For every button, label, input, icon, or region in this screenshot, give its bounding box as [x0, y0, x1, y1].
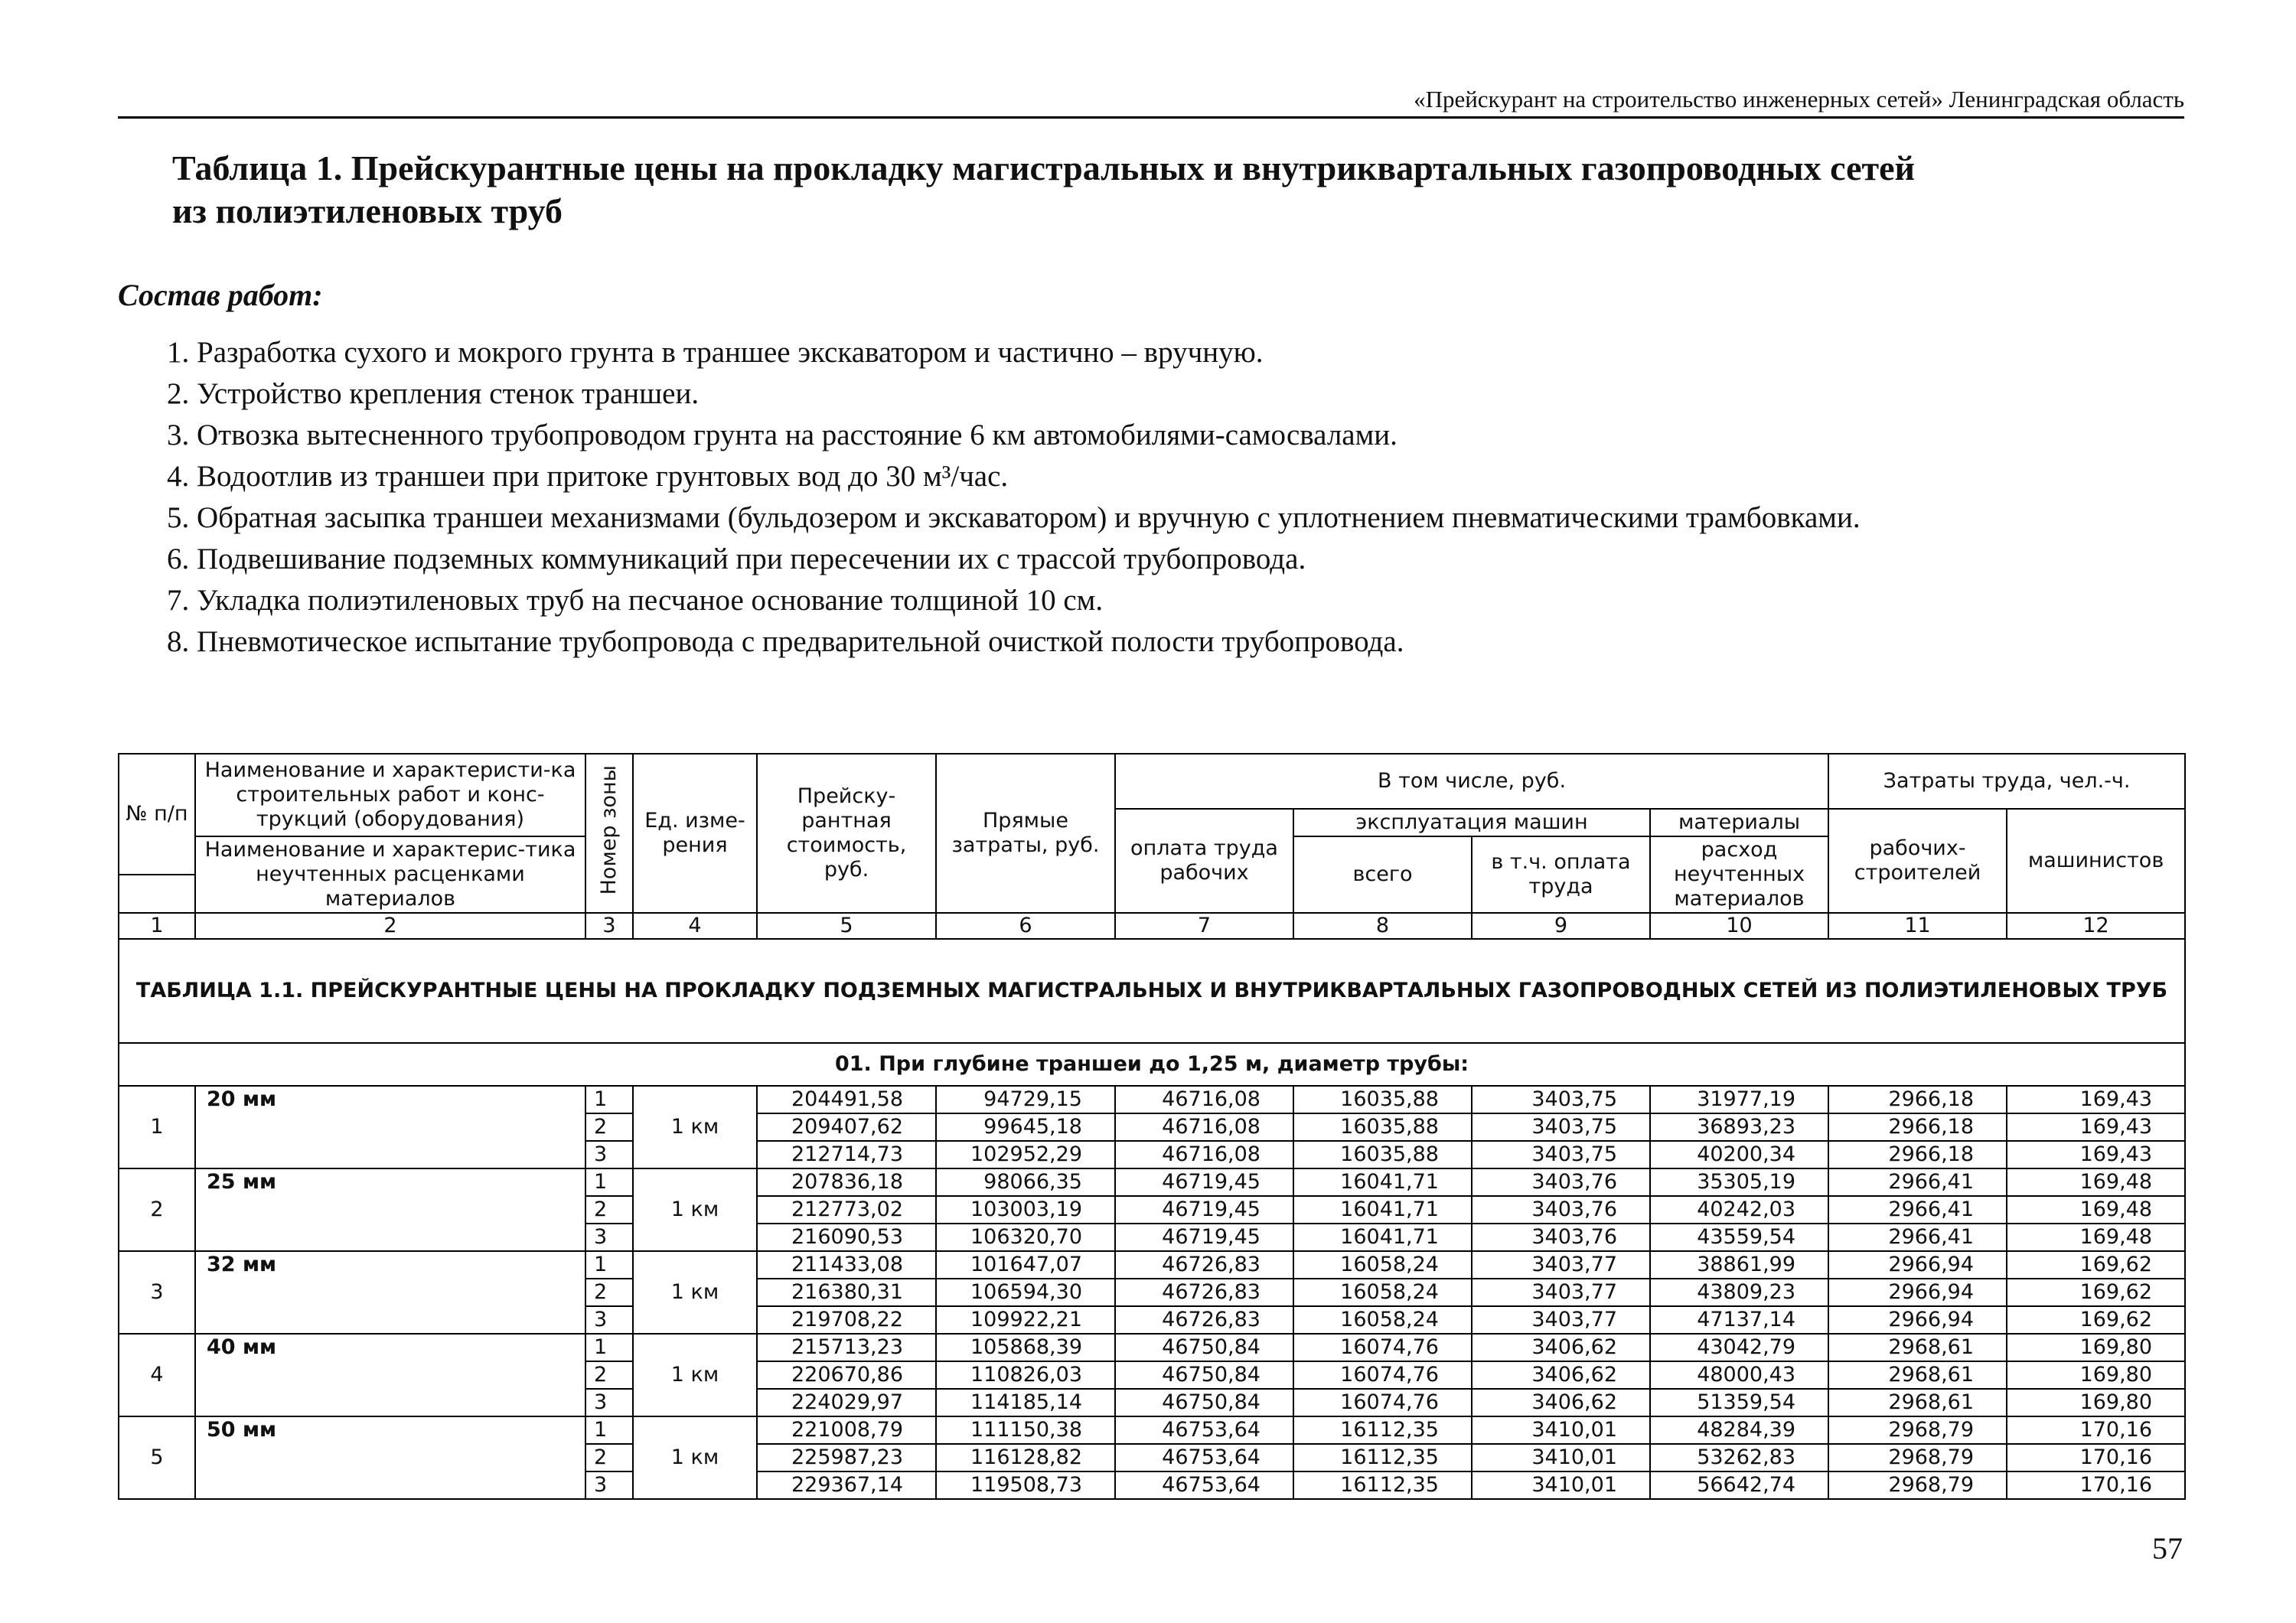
value-labor: 46750,84: [1115, 1361, 1293, 1389]
value-price: 211433,08: [757, 1251, 936, 1279]
value-labor: 46716,08: [1115, 1113, 1293, 1141]
value-materials: 47137,14: [1650, 1306, 1828, 1334]
unit-cell: 1 км: [633, 1334, 757, 1416]
value-materials: 53262,83: [1650, 1444, 1828, 1471]
value-materials: 40200,34: [1650, 1141, 1828, 1168]
unit-cell: 1 км: [633, 1168, 757, 1251]
value-machine: 16058,24: [1293, 1251, 1472, 1279]
value-labor: 46726,83: [1115, 1251, 1293, 1279]
table-row: [119, 1334, 2185, 1361]
header-zone-label: Номер зоны: [597, 765, 621, 895]
column-number: 10: [1650, 913, 1828, 939]
value-workers: 2966,94: [1828, 1306, 2007, 1334]
value-direct: 111150,38: [936, 1416, 1115, 1444]
value-workers: 2966,41: [1828, 1168, 2007, 1196]
zone-cell: 2: [585, 1196, 633, 1224]
work-list-item: 3. Отвозка вытесненного трубопроводом грунта на расстояние 6 км автомобилями-самосвалами.: [167, 419, 1397, 451]
value-materials: 40242,03: [1650, 1196, 1828, 1224]
value-materials: 51359,54: [1650, 1389, 1828, 1416]
value-direct: 110826,03: [936, 1361, 1115, 1389]
value-direct: 116128,82: [936, 1444, 1115, 1471]
value-machine: 16074,76: [1293, 1361, 1472, 1389]
value-operators: 169,80: [2007, 1334, 2185, 1361]
work-list-item: 5. Обратная засыпка траншеи механизмами (бульдозером и экскаватором) и вручную с уплотнением пневматическими трамбовками.: [167, 501, 1861, 534]
table-row: [119, 1251, 2185, 1279]
value-price: 224029,97: [757, 1389, 936, 1416]
value-machine-labor: 3403,77: [1472, 1306, 1650, 1334]
value-direct: 106320,70: [936, 1224, 1115, 1251]
value-operators: 169,80: [2007, 1389, 2185, 1416]
column-number: 1: [119, 913, 195, 939]
header-including: В том числе, руб.: [1115, 754, 1828, 809]
header-zone: [585, 754, 633, 913]
page-title: [172, 147, 2162, 233]
value-price: 225987,23: [757, 1444, 936, 1471]
item-name: 32 мм: [195, 1251, 585, 1334]
value-machine: 16058,24: [1293, 1306, 1472, 1334]
value-labor: 46719,45: [1115, 1224, 1293, 1251]
header-operators: машинистов: [2007, 809, 2185, 913]
value-materials: 43042,79: [1650, 1334, 1828, 1361]
item-name: 25 мм: [195, 1168, 585, 1251]
value-labor: 46726,83: [1115, 1306, 1293, 1334]
unit-cell: 1 км: [633, 1251, 757, 1334]
value-machine: 16035,88: [1293, 1141, 1472, 1168]
zone-cell: 3: [585, 1224, 633, 1251]
value-price: 219708,22: [757, 1306, 936, 1334]
value-machine-labor: 3403,77: [1472, 1279, 1650, 1306]
header-workers: рабочих-строителей: [1828, 809, 2007, 913]
value-materials: 56642,74: [1650, 1471, 1828, 1499]
row-number: 2: [119, 1168, 195, 1251]
value-machine: 16058,24: [1293, 1279, 1472, 1306]
value-direct: 102952,29: [936, 1141, 1115, 1168]
value-workers: 2968,61: [1828, 1389, 2007, 1416]
value-machine-labor: 3403,75: [1472, 1141, 1650, 1168]
value-workers: 2968,79: [1828, 1444, 2007, 1471]
row-number: 3: [119, 1251, 195, 1334]
value-workers: 2966,18: [1828, 1086, 2007, 1113]
value-price: 204491,58: [757, 1086, 936, 1113]
value-direct: 103003,19: [936, 1196, 1115, 1224]
value-direct: 99645,18: [936, 1113, 1115, 1141]
header-machine-op: эксплуатация машин: [1293, 809, 1650, 836]
column-number: 3: [585, 913, 633, 939]
value-machine-labor: 3403,75: [1472, 1113, 1650, 1141]
value-machine: 16035,88: [1293, 1113, 1472, 1141]
value-workers: 2966,94: [1828, 1279, 2007, 1306]
price-table: [118, 753, 2186, 1500]
value-direct: 101647,07: [936, 1251, 1115, 1279]
column-number: 2: [195, 913, 585, 939]
header-labor-pay: оплата труда рабочих: [1115, 809, 1293, 913]
work-list-item: 4. Водоотлив из траншеи при притоке грунтовых вод до 30 м³/час.: [167, 460, 1009, 493]
value-workers: 2968,79: [1828, 1416, 2007, 1444]
header-num-spacer: [119, 875, 195, 913]
value-workers: 2966,41: [1828, 1196, 2007, 1224]
zone-cell: 2: [585, 1444, 633, 1471]
work-list-item: 6. Подвешивание подземных коммуникаций при пересечении их с трассой трубопровода.: [167, 543, 1306, 575]
value-direct: 94729,15: [936, 1086, 1115, 1113]
value-operators: 170,16: [2007, 1471, 2185, 1499]
table-body: [119, 1086, 2185, 1499]
value-workers: 2968,61: [1828, 1334, 2007, 1361]
table-row: [119, 1168, 2185, 1196]
header-name: Наименование и характеристи-ка строительных работ и конс-трукций (оборудования): [195, 754, 585, 836]
composition-heading: Состав работ:: [118, 278, 323, 312]
value-machine-labor: 3403,76: [1472, 1168, 1650, 1196]
value-price: 212714,73: [757, 1141, 936, 1168]
zone-cell: 1: [585, 1086, 633, 1113]
zone-cell: 2: [585, 1361, 633, 1389]
value-price: 212773,02: [757, 1196, 936, 1224]
column-number: 9: [1472, 913, 1650, 939]
value-machine-labor: 3403,75: [1472, 1086, 1650, 1113]
value-machine-labor: 3406,62: [1472, 1389, 1650, 1416]
value-materials: 36893,23: [1650, 1113, 1828, 1141]
value-labor: 46753,64: [1115, 1444, 1293, 1471]
unit-cell: 1 км: [633, 1416, 757, 1499]
running-header: «Прейскурант на строительство инженерных сетей» Ленинградская область: [1414, 86, 2184, 112]
zone-cell: 1: [585, 1416, 633, 1444]
table-row: [119, 1416, 2185, 1444]
value-machine: 16112,35: [1293, 1416, 1472, 1444]
zone-cell: 3: [585, 1471, 633, 1499]
value-workers: 2968,79: [1828, 1471, 2007, 1499]
row-number: 5: [119, 1416, 195, 1499]
value-operators: 169,62: [2007, 1306, 2185, 1334]
zone-cell: 1: [585, 1251, 633, 1279]
value-labor: 46753,64: [1115, 1471, 1293, 1499]
work-list-item: 7. Укладка полиэтиленовых труб на песчаное основание толщиной 10 см.: [167, 584, 1104, 617]
value-labor: 46750,84: [1115, 1389, 1293, 1416]
header-price: Прейску-рантная стоимость, руб.: [757, 754, 936, 913]
zone-cell: 2: [585, 1113, 633, 1141]
value-operators: 169,62: [2007, 1251, 2185, 1279]
table-row: [119, 1086, 2185, 1113]
value-machine: 16074,76: [1293, 1389, 1472, 1416]
value-materials: 31977,19: [1650, 1086, 1828, 1113]
column-number: 12: [2007, 913, 2185, 939]
unit-cell: 1 км: [633, 1086, 757, 1168]
header-materials: материалы: [1650, 809, 1828, 836]
value-labor: 46753,64: [1115, 1416, 1293, 1444]
value-labor: 46716,08: [1115, 1141, 1293, 1168]
value-machine-labor: 3410,01: [1472, 1471, 1650, 1499]
section-title: ТАБЛИЦА 1.1. ПРЕЙСКУРАНТНЫЕ ЦЕНЫ НА ПРОКЛАДКУ ПОДЗЕМНЫХ МАГИСТРАЛЬНЫХ И ВНУТРИКВАРТАЛЬНЫХ ГАЗОПРОВОДНЫХ СЕТЕЙ ИЗ ПОЛИЭТИЛЕНОВЫХ ТРУБ: [119, 939, 2185, 1043]
header-name-sub: Наименование и характерис-тика неучтенных расценками материалов: [195, 836, 585, 913]
zone-cell: 3: [585, 1306, 633, 1334]
column-number-row: [119, 913, 2185, 939]
value-price: 216380,31: [757, 1279, 936, 1306]
column-number: 5: [757, 913, 936, 939]
column-number: 7: [1115, 913, 1293, 939]
value-operators: 170,16: [2007, 1444, 2185, 1471]
value-direct: 109922,21: [936, 1306, 1115, 1334]
row-number: 1: [119, 1086, 195, 1168]
depth-title: 01. При глубине траншеи до 1,25 м, диаметр трубы:: [119, 1043, 2185, 1086]
value-direct: 98066,35: [936, 1168, 1115, 1196]
value-machine: 16074,76: [1293, 1334, 1472, 1361]
value-machine: 16112,35: [1293, 1444, 1472, 1471]
value-operators: 169,43: [2007, 1141, 2185, 1168]
value-machine-labor: 3406,62: [1472, 1334, 1650, 1361]
zone-cell: 2: [585, 1279, 633, 1306]
value-price: 229367,14: [757, 1471, 936, 1499]
value-labor: 46719,45: [1115, 1168, 1293, 1196]
header-machine-labor: в т.ч. оплата труда: [1472, 836, 1650, 913]
value-materials: 48000,43: [1650, 1361, 1828, 1389]
value-machine: 16041,71: [1293, 1196, 1472, 1224]
column-number: 6: [936, 913, 1115, 939]
header-num: № п/п: [119, 754, 195, 875]
row-number: 4: [119, 1334, 195, 1416]
header-labor-costs: Затраты труда, чел.-ч.: [1828, 754, 2185, 809]
value-price: 220670,86: [757, 1361, 936, 1389]
value-price: 221008,79: [757, 1416, 936, 1444]
value-workers: 2968,61: [1828, 1361, 2007, 1389]
header-materials-sub: расход неучтенных материалов: [1650, 836, 1828, 913]
zone-cell: 3: [585, 1389, 633, 1416]
item-name: 50 мм: [195, 1416, 585, 1499]
zone-cell: 1: [585, 1168, 633, 1196]
value-machine: 16041,71: [1293, 1168, 1472, 1196]
value-direct: 114185,14: [936, 1389, 1115, 1416]
value-operators: 169,48: [2007, 1224, 2185, 1251]
item-name: 40 мм: [195, 1334, 585, 1416]
value-materials: 48284,39: [1650, 1416, 1828, 1444]
value-machine: 16112,35: [1293, 1471, 1472, 1499]
zone-cell: 1: [585, 1334, 633, 1361]
value-labor: 46716,08: [1115, 1086, 1293, 1113]
work-list-item: 8. Пневмотическое испытание трубопровода с предварительной очисткой полости трубопровода.: [167, 625, 1404, 658]
value-labor: 46726,83: [1115, 1279, 1293, 1306]
work-list: [167, 332, 1861, 663]
value-direct: 119508,73: [936, 1471, 1115, 1499]
value-price: 215713,23: [757, 1334, 936, 1361]
table-header: [119, 754, 2185, 1086]
value-materials: 35305,19: [1650, 1168, 1828, 1196]
column-number: 11: [1828, 913, 2007, 939]
value-machine: 16041,71: [1293, 1224, 1472, 1251]
value-machine-labor: 3403,77: [1472, 1251, 1650, 1279]
column-number: 4: [633, 913, 757, 939]
value-workers: 2966,18: [1828, 1141, 2007, 1168]
value-materials: 43809,23: [1650, 1279, 1828, 1306]
value-workers: 2966,94: [1828, 1251, 2007, 1279]
page-title-line-1: Таблица 1. Прейскурантные цены на прокладку магистральных и внутриквартальных газопроводных сетей: [172, 148, 1916, 187]
header-rule: [118, 116, 2184, 119]
value-price: 216090,53: [757, 1224, 936, 1251]
value-machine-labor: 3406,62: [1472, 1361, 1650, 1389]
value-direct: 106594,30: [936, 1279, 1115, 1306]
value-operators: 169,43: [2007, 1113, 2185, 1141]
value-operators: 170,16: [2007, 1416, 2185, 1444]
header-machine-total: всего: [1293, 836, 1472, 913]
value-operators: 169,80: [2007, 1361, 2185, 1389]
work-list-item: 2. Устройство крепления стенок траншеи.: [167, 377, 700, 410]
value-machine-labor: 3410,01: [1472, 1416, 1650, 1444]
zone-cell: 3: [585, 1141, 633, 1168]
item-name: 20 мм: [195, 1086, 585, 1168]
value-machine-labor: 3410,01: [1472, 1444, 1650, 1471]
page-number: 57: [2152, 1531, 2183, 1566]
value-direct: 105868,39: [936, 1334, 1115, 1361]
column-number: 8: [1293, 913, 1472, 939]
value-price: 209407,62: [757, 1113, 936, 1141]
value-machine: 16035,88: [1293, 1086, 1472, 1113]
value-machine-labor: 3403,76: [1472, 1196, 1650, 1224]
value-labor: 46750,84: [1115, 1334, 1293, 1361]
page-title-line-2: из полиэтиленовых труб: [172, 191, 563, 230]
value-workers: 2966,41: [1828, 1224, 2007, 1251]
value-materials: 38861,99: [1650, 1251, 1828, 1279]
value-materials: 43559,54: [1650, 1224, 1828, 1251]
value-operators: 169,43: [2007, 1086, 2185, 1113]
value-price: 207836,18: [757, 1168, 936, 1196]
value-operators: 169,48: [2007, 1196, 2185, 1224]
value-workers: 2966,18: [1828, 1113, 2007, 1141]
header-unit: Ед. изме-рения: [633, 754, 757, 913]
value-labor: 46719,45: [1115, 1196, 1293, 1224]
value-operators: 169,48: [2007, 1168, 2185, 1196]
value-machine-labor: 3403,76: [1472, 1224, 1650, 1251]
header-direct: Прямые затраты, руб.: [936, 754, 1115, 913]
work-list-item: 1. Разработка сухого и мокрого грунта в траншее экскаватором и частично – вручную.: [167, 336, 1264, 369]
value-operators: 169,62: [2007, 1279, 2185, 1306]
